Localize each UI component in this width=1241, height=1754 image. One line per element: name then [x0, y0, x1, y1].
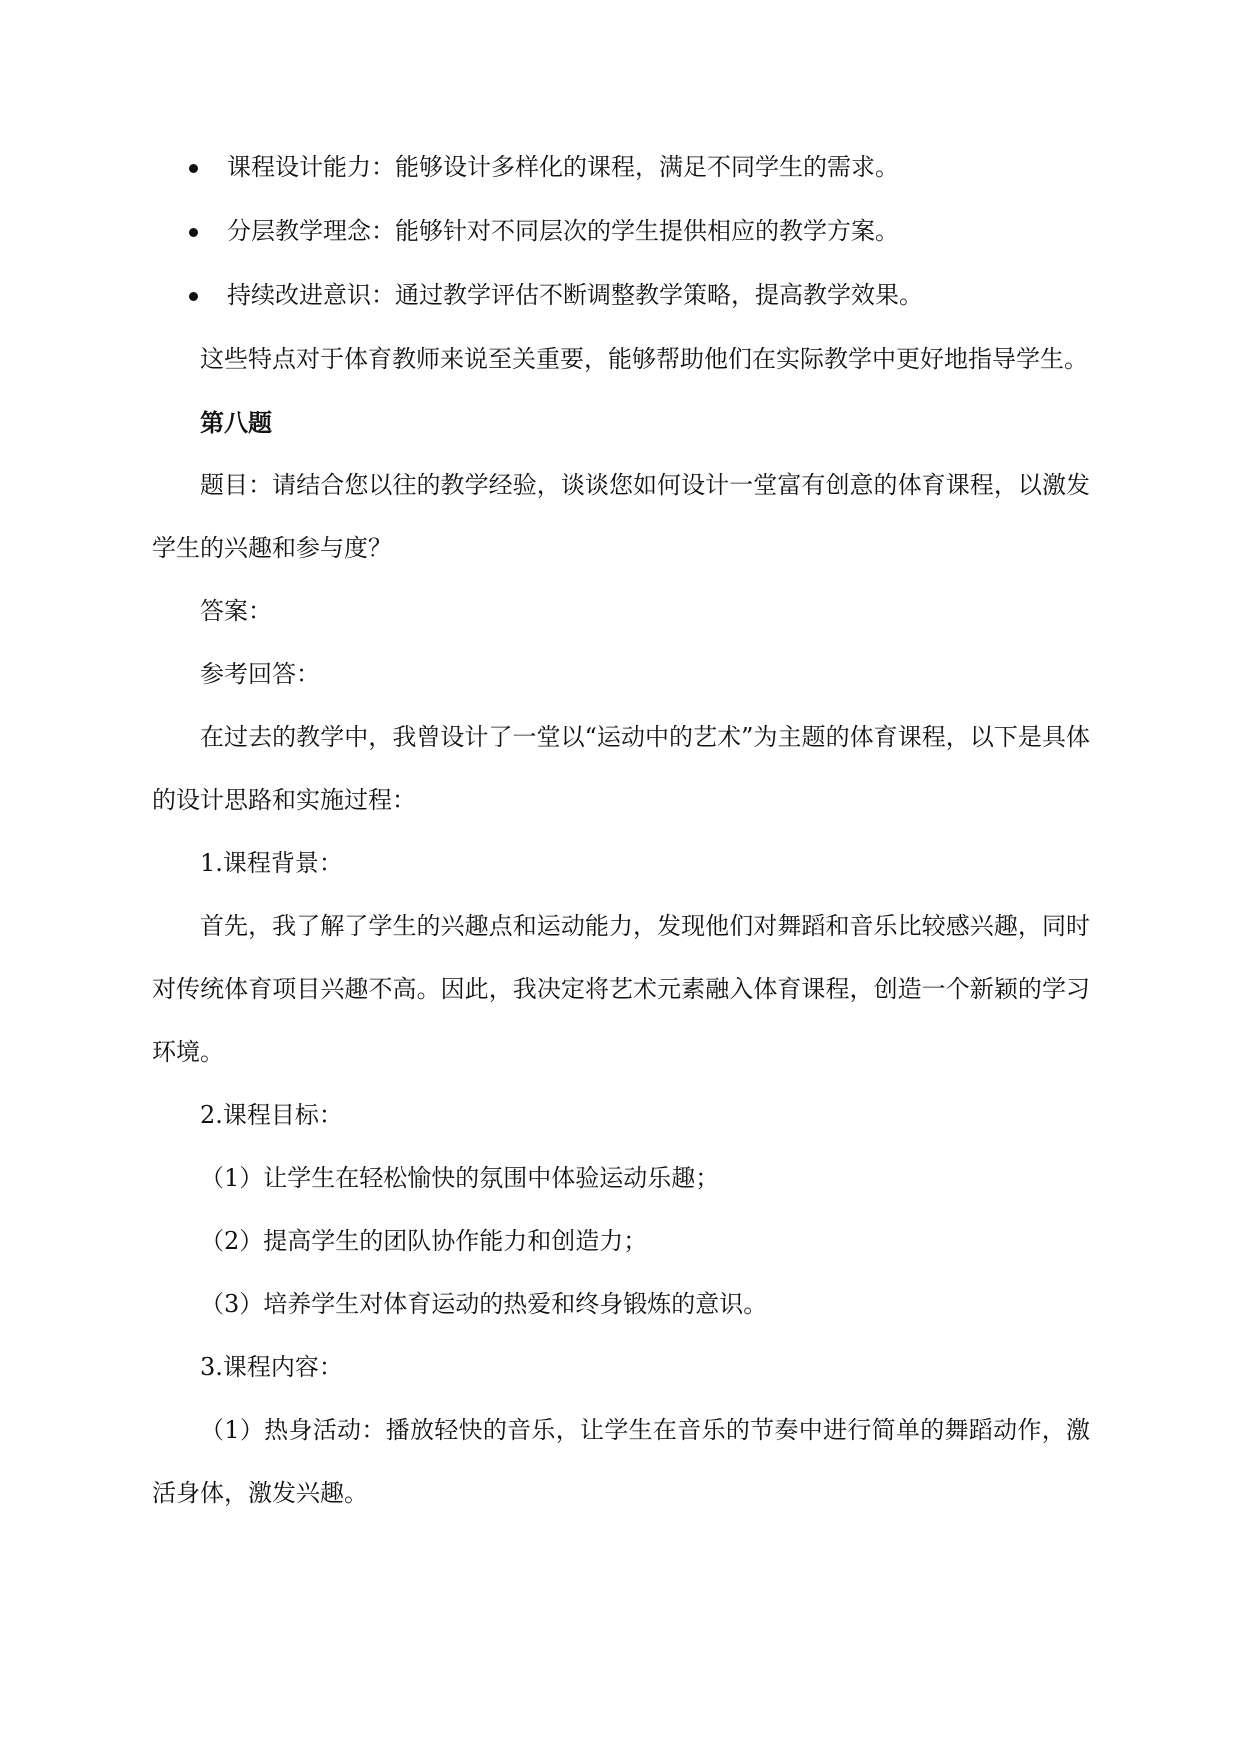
list-item — [152, 136, 1090, 200]
goal-item: （2）提高学生的团队协作能力和创造力； — [200, 1227, 648, 1255]
bullet-text: 持续改进意识：通过教学评估不断调整教学策略，提高教学效果。 — [227, 281, 923, 309]
feature-list — [152, 136, 1090, 328]
section-title: 第八题 — [200, 408, 272, 437]
summary-paragraph: 这些特点对于体育教师来说至关重要，能够帮助他们在实际教学中更好地指导学生。 — [200, 345, 1088, 373]
list-item — [152, 200, 1090, 264]
document-body — [152, 136, 1090, 1525]
reference-label: 参考回答： — [200, 660, 320, 688]
background-heading: 1.课程背景： — [200, 849, 343, 877]
background-paragraph: 首先，我了解了学生的兴趣点和运动能力，发现他们对舞蹈和音乐比较感兴趣，同时对传统体育项目兴趣不高。因此，我决定将艺术元素融入体育课程，创造一个新颖的学习环境。 — [152, 912, 1090, 1066]
answer-label: 答案： — [200, 597, 272, 625]
bullet-text: 分层教学理念：能够针对不同层次的学生提供相应的教学方案。 — [227, 217, 899, 245]
bullet-icon — [189, 228, 198, 237]
bullet-icon — [189, 164, 198, 173]
goal-item: （1）让学生在轻松愉快的氛围中体验运动乐趣； — [200, 1164, 720, 1192]
question-paragraph: 题目：请结合您以往的教学经验，谈谈您如何设计一堂富有创意的体育课程，以激发学生的兴趣和参与度？ — [152, 471, 1090, 562]
content-heading: 3.课程内容： — [200, 1353, 343, 1381]
bullet-icon — [189, 292, 198, 301]
list-item — [152, 264, 1090, 328]
goal-item: （3）培养学生对体育运动的热爱和终身锻炼的意识。 — [200, 1290, 768, 1318]
intro-paragraph: 在过去的教学中，我曾设计了一堂以“运动中的艺术”为主题的体育课程，以下是具体的设计思路和实施过程： — [152, 723, 1090, 814]
goals-heading: 2.课程目标： — [200, 1101, 343, 1129]
content-item: （1）热身活动：播放轻快的音乐，让学生在音乐的节奏中进行简单的舞蹈动作，激活身体，激发兴趣。 — [152, 1416, 1090, 1507]
bullet-text: 课程设计能力：能够设计多样化的课程，满足不同学生的需求。 — [227, 153, 899, 181]
